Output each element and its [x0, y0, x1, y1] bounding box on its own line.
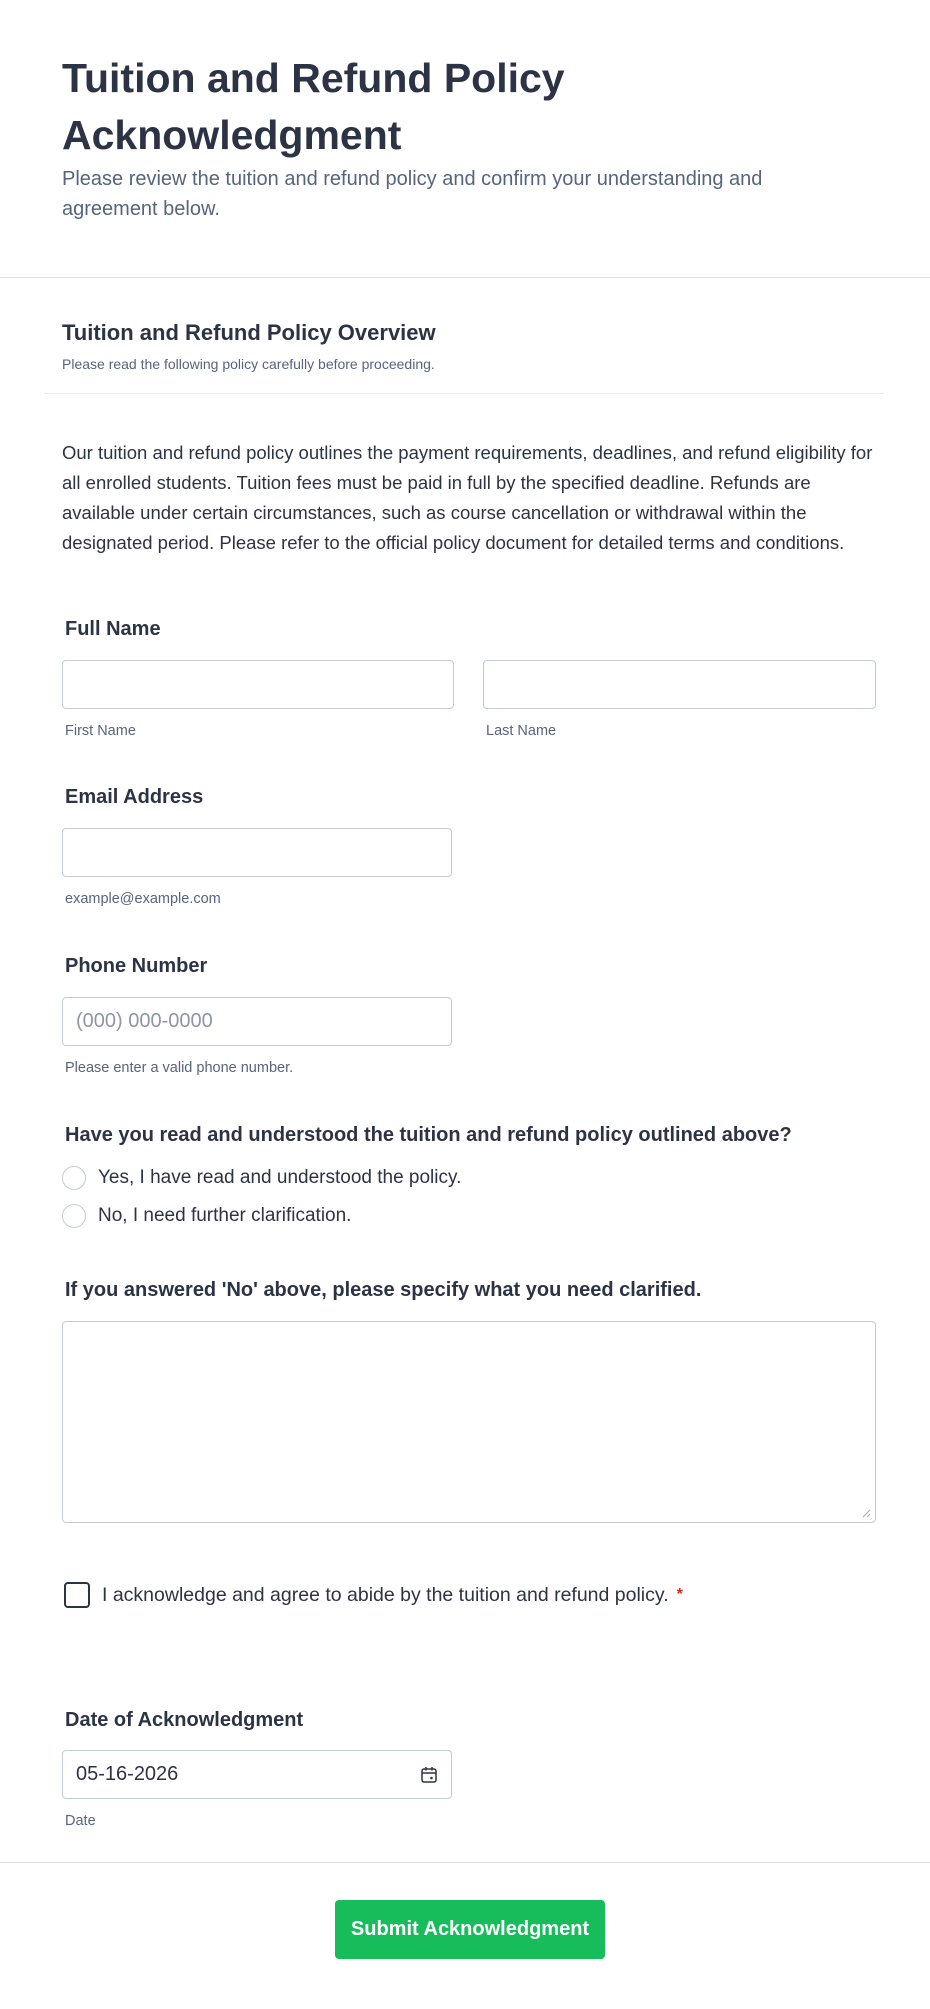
first-name-input[interactable] — [62, 660, 454, 709]
date-value: 05-16-2026 — [76, 1763, 179, 1785]
required-mark: * — [676, 1586, 683, 1603]
policy-text: Our tuition and refund policy outlines the payment requirements, deadlines, and refund eligibility for all enrolled students. Tuition fees must be paid in full by the specified deadline. Refunds are available under certain circumstances, such as course cancellation or withdrawal within the designated period. Please refer to the official policy document for detailed terms and conditions. — [62, 442, 873, 553]
last-name-input[interactable] — [483, 660, 876, 709]
clarification-label: If you answered 'No' above, please specify what you need clarified. — [65, 1279, 702, 1301]
section-divider — [44, 393, 884, 394]
footer-divider — [0, 1862, 930, 1863]
last-name-sublabel: Last Name — [486, 723, 557, 739]
acknowledge-label: I acknowledge and agree to abide by the tuition and refund policy. — [102, 1583, 669, 1606]
phone-placeholder: (000) 000-0000 — [76, 1010, 213, 1032]
phone-label: Phone Number — [65, 955, 208, 977]
acknowledge-checkbox[interactable] — [64, 1582, 90, 1608]
full-name-label: Full Name — [65, 618, 161, 640]
resize-grip-icon[interactable] — [861, 1508, 871, 1518]
email-sublabel: example@example.com — [65, 891, 221, 907]
acknowledge-row[interactable] — [64, 1582, 683, 1608]
radio-label-no: No, I need further clarification. — [98, 1205, 352, 1226]
form-header — [0, 0, 930, 278]
policy-section-subtitle: Please read the following policy carefully before proceeding. — [62, 356, 435, 372]
radio-button-yes[interactable] — [62, 1166, 86, 1190]
phone-input[interactable] — [62, 997, 452, 1046]
first-name-sublabel: First Name — [65, 723, 136, 739]
submit-button[interactable]: Submit Acknowledgment — [335, 1900, 605, 1959]
page-title: Tuition and Refund Policy Acknowledgment — [62, 55, 565, 158]
date-input[interactable] — [62, 1750, 452, 1799]
radio-option-no[interactable] — [62, 1204, 351, 1228]
clarification-textarea[interactable] — [62, 1321, 876, 1523]
email-label: Email Address — [65, 786, 204, 808]
phone-sublabel: Please enter a valid phone number. — [65, 1060, 294, 1076]
policy-section-title: Tuition and Refund Policy Overview — [62, 320, 436, 345]
date-sublabel: Date — [65, 1813, 96, 1829]
date-label: Date of Acknowledgment — [65, 1709, 304, 1731]
radio-option-yes[interactable] — [62, 1166, 461, 1190]
email-input[interactable] — [62, 828, 452, 877]
page-subtitle: Please review the tuition and refund policy and confirm your understanding and agreement below. — [62, 168, 763, 220]
radio-button-no[interactable] — [62, 1204, 86, 1228]
understood-question: Have you read and understood the tuition and refund policy outlined above? — [65, 1124, 792, 1146]
calendar-icon[interactable] — [419, 1765, 439, 1785]
radio-label-yes: Yes, I have read and understood the policy. — [98, 1167, 462, 1188]
